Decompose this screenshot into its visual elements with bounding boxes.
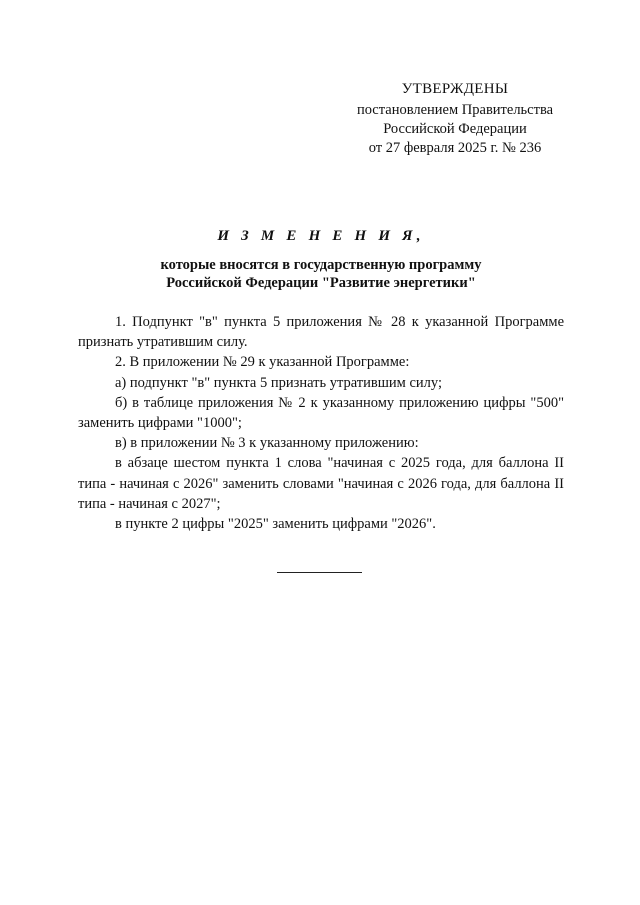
paragraph-3: а) подпункт "в" пункта 5 признать утратившим силу; [115,374,442,391]
paragraph-2: 2. В приложении № 29 к указанной Программе: [115,354,410,371]
document-title: И З М Е Н Е Н И Я, [217,228,425,244]
closing-divider [277,572,362,573]
approval-line-1: постановлением Правительства [356,102,554,118]
paragraph-6: в абзаце шестом пункта 1 слова "начиная с 2025 года, для баллона II типа - начиная с 2026" заменить словами "начиная с 2026 года, для баллона II типа - начиная с 2027"; [78,455,564,512]
paragraph-5: в) в приложении № 3 к указанному приложению: [115,435,419,452]
paragraph-7: в пункте 2 цифры "2025" заменить цифрами "2026". [115,516,436,533]
approval-line-2: Российской Федерации [383,121,527,137]
document-heading [78,226,564,292]
approval-title: УТВЕРЖДЕНЫ [401,81,509,97]
document-subtitle-line-2: Российской Федерации "Развитие энергетики" [166,275,476,291]
document-body [78,312,564,534]
approval-stamp [330,80,580,158]
approval-line-3: от 27 февраля 2025 г. № 236 [368,140,542,156]
document-subtitle-line-1: которые вносятся в государственную программу [160,257,482,273]
paragraph-4: б) в таблице приложения № 2 к указанному приложению цифры "500" заменить цифрами "1000"; [78,394,564,432]
paragraph-1: 1. Подпункт "в" пункта 5 приложения № 28 к указанной Программе признать утратившим силу. [78,314,564,351]
